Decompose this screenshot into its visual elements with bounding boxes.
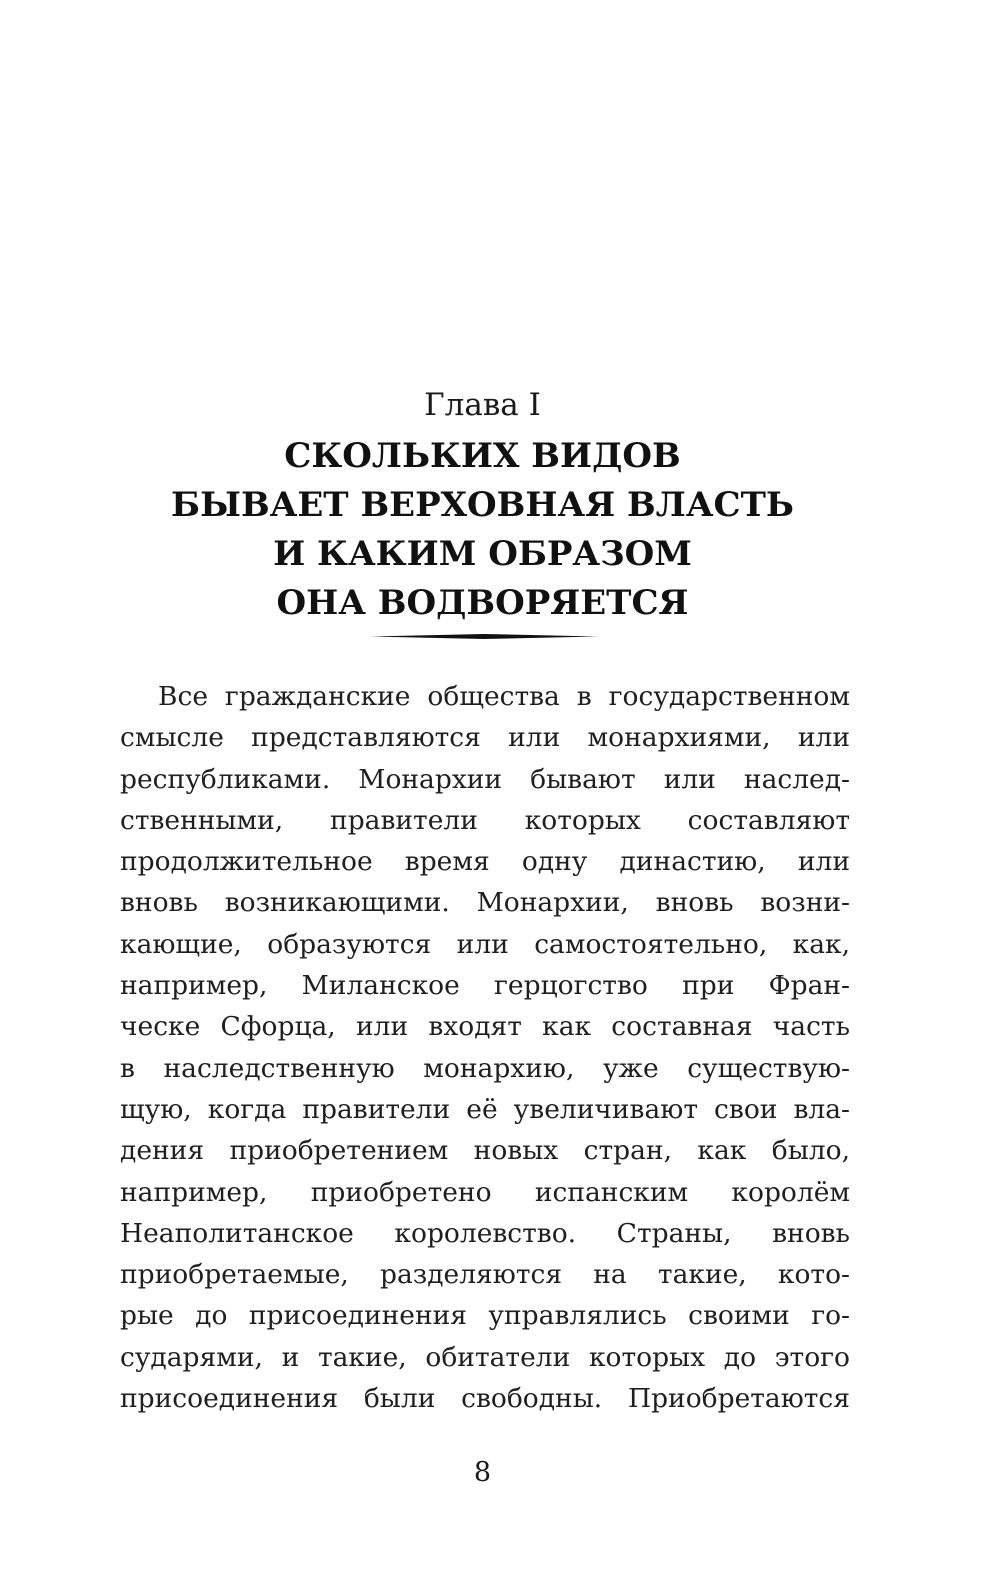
body-paragraph — [120, 676, 850, 1419]
text-line: смысле представляются или монархиями, или — [120, 722, 850, 754]
text-line: в наследственную монархию, уже существую- — [120, 1052, 850, 1084]
text-line: ственными, правители которых составляют — [120, 804, 850, 836]
text-line: продолжительное время одну династию, или — [120, 846, 850, 878]
page-number: 8 — [473, 1457, 492, 1488]
text-line: например, Миланское герцогство при Фран- — [120, 970, 850, 1002]
text-line: кающие, образуются или самостоятельно, как, — [120, 928, 850, 960]
text-line: сударями, и такие, обитатели которых до этого — [120, 1341, 850, 1373]
text-line: приобретаемые, разделяются на такие, кото- — [120, 1259, 850, 1291]
text-line: например, приобретено испанским королём — [120, 1176, 850, 1208]
chapter-label: Глава I — [424, 387, 541, 423]
text-line: ческе Сфорца, или входят как составная часть — [120, 1011, 850, 1043]
chapter-title-line: И КАКИМ ОБРАЗОМ — [273, 534, 692, 574]
chapter-title — [0, 432, 965, 628]
text-line: щую, когда правители её увеличивают свои вла- — [120, 1093, 850, 1125]
ornamental-divider — [370, 634, 598, 639]
text-line: рые до присоединения управлялись своими го- — [120, 1300, 850, 1332]
text-line: республиками. Монархии бывают или наслед- — [120, 763, 850, 795]
text-line: Все гражданские общества в государственном — [158, 681, 850, 712]
text-line: Неаполитанское королевство. Страны, вновь — [120, 1217, 850, 1249]
text-line: вновь возникающими. Монархии, вновь возни- — [120, 887, 850, 919]
chapter-title-line: ОНА ВОДВОРЯЕТСЯ — [276, 583, 689, 623]
text-line: присоединения были свободны. Приобретаются — [120, 1383, 850, 1415]
chapter-title-line: БЫВАЕТ ВЕРХОВНАЯ ВЛАСТЬ — [171, 485, 794, 525]
divider-rule-icon — [370, 634, 598, 639]
chapter-title-line: СКОЛЬКИХ ВИДОВ — [284, 436, 681, 476]
text-line: дения приобретением новых стран, как было, — [120, 1135, 850, 1167]
